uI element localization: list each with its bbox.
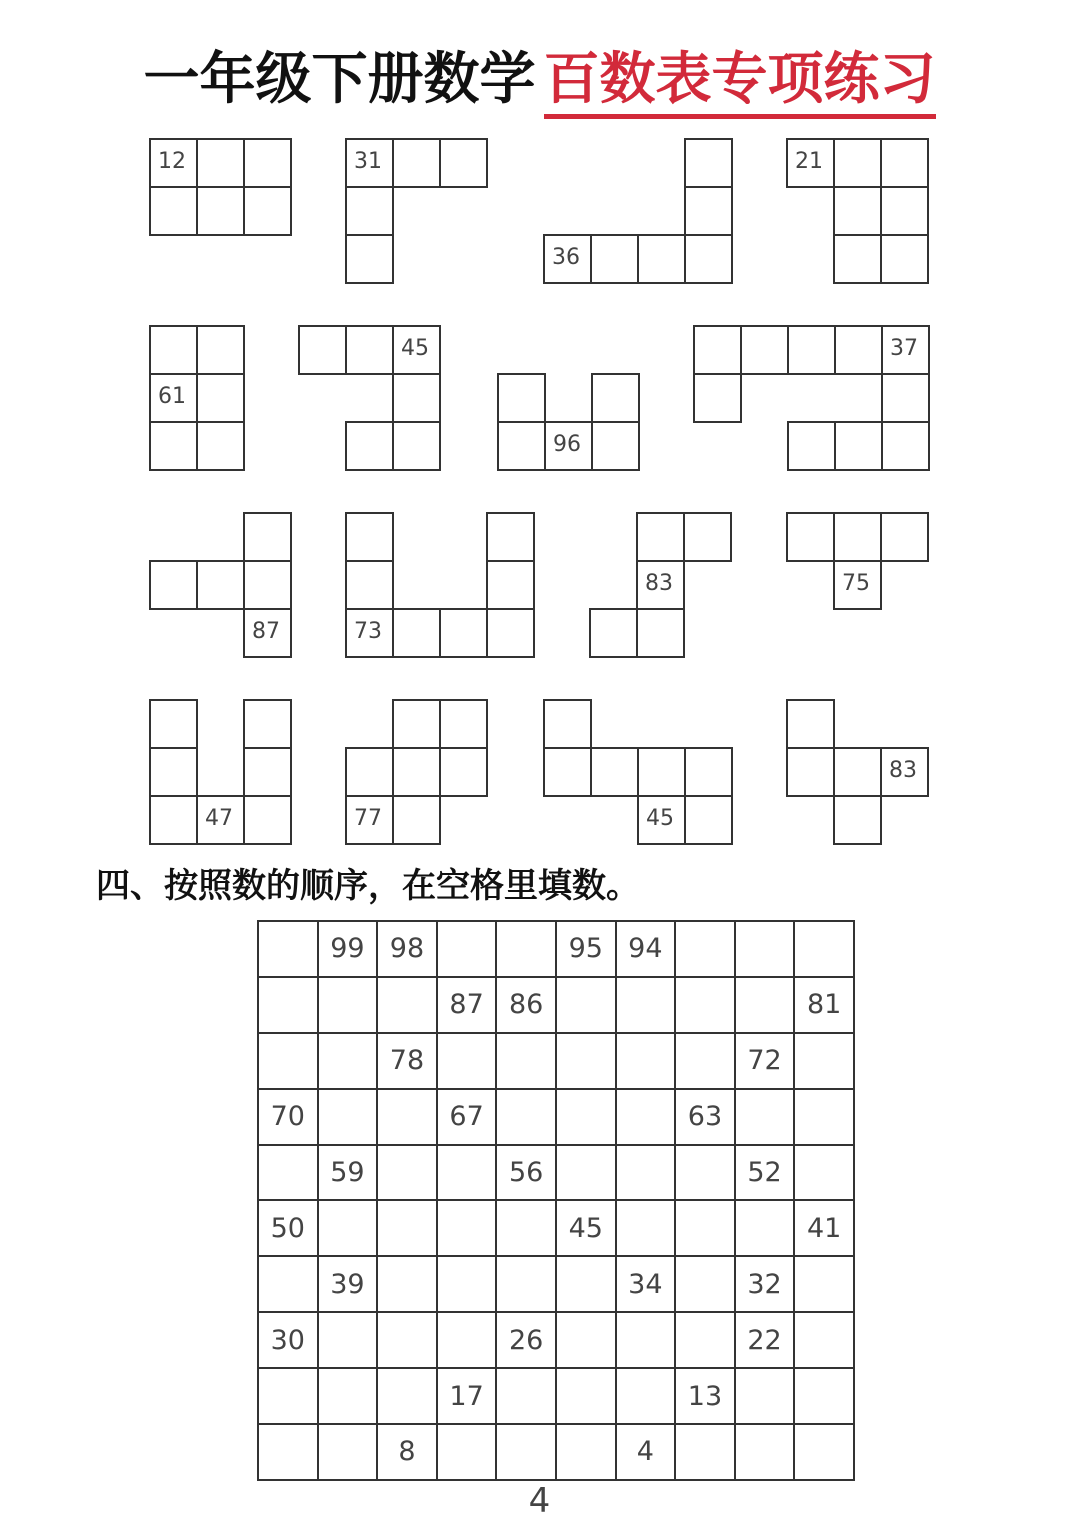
grid-blank-cell[interactable] bbox=[496, 1256, 556, 1312]
grid-given-cell[interactable]: 8 bbox=[377, 1424, 437, 1480]
puzzle-given-number: 83 bbox=[645, 571, 673, 596]
grid-blank-cell[interactable] bbox=[675, 1145, 735, 1201]
grid-given-cell[interactable]: 81 bbox=[794, 977, 854, 1033]
puzzle-blank-cell[interactable] bbox=[497, 421, 546, 471]
puzzle-blank-cell[interactable] bbox=[439, 747, 488, 797]
puzzle-blank-cell[interactable] bbox=[880, 138, 929, 188]
puzzle-given-cell[interactable] bbox=[149, 138, 198, 188]
puzzle-blank-cell[interactable] bbox=[880, 512, 929, 562]
grid-given-cell[interactable]: 39 bbox=[318, 1256, 378, 1312]
grid-blank-cell[interactable] bbox=[794, 1424, 854, 1480]
grid-given-cell[interactable]: 13 bbox=[675, 1368, 735, 1424]
puzzle-given-number: 77 bbox=[354, 806, 382, 831]
puzzle-blank-cell[interactable] bbox=[637, 747, 686, 797]
grid-blank-cell[interactable] bbox=[735, 921, 795, 977]
puzzle-blank-cell[interactable] bbox=[392, 747, 441, 797]
puzzle-given-cell[interactable] bbox=[345, 795, 394, 845]
puzzle-blank-cell[interactable] bbox=[392, 795, 441, 845]
puzzle-blank-cell[interactable] bbox=[345, 234, 394, 284]
grid-given-cell[interactable]: 17 bbox=[437, 1368, 497, 1424]
grid-blank-cell[interactable] bbox=[258, 1033, 318, 1089]
grid-blank-cell[interactable] bbox=[735, 1424, 795, 1480]
grid-given-cell[interactable]: 30 bbox=[258, 1312, 318, 1368]
puzzle-blank-cell[interactable] bbox=[392, 608, 441, 658]
puzzle-blank-cell[interactable] bbox=[693, 325, 742, 375]
grid-row bbox=[258, 1033, 854, 1089]
grid-blank-cell[interactable] bbox=[794, 1033, 854, 1089]
puzzle-given-cell[interactable] bbox=[243, 608, 292, 658]
puzzle-given-number: 37 bbox=[890, 336, 918, 361]
grid-blank-cell[interactable] bbox=[675, 1200, 735, 1256]
grid-given-cell[interactable]: 59 bbox=[318, 1145, 378, 1201]
grid-blank-cell[interactable] bbox=[496, 1033, 556, 1089]
puzzle-given-cell[interactable] bbox=[636, 560, 685, 610]
puzzle-blank-cell[interactable] bbox=[591, 421, 640, 471]
grid-blank-cell[interactable] bbox=[675, 977, 735, 1033]
grid-given-cell[interactable]: 22 bbox=[735, 1312, 795, 1368]
puzzle-blank-cell[interactable] bbox=[345, 512, 394, 562]
puzzle-blank-cell[interactable] bbox=[684, 138, 733, 188]
puzzle-blank-cell[interactable] bbox=[243, 795, 292, 845]
grid-blank-cell[interactable] bbox=[616, 1145, 676, 1201]
grid-blank-cell[interactable] bbox=[318, 1368, 378, 1424]
grid-row bbox=[258, 1145, 854, 1201]
puzzle-blank-cell[interactable] bbox=[684, 186, 733, 236]
puzzle-blank-cell[interactable] bbox=[196, 421, 245, 471]
grid-blank-cell[interactable] bbox=[556, 1256, 616, 1312]
grid-given-cell[interactable]: 99 bbox=[318, 921, 378, 977]
puzzle-blank-cell[interactable] bbox=[486, 560, 535, 610]
puzzle-blank-cell[interactable] bbox=[683, 512, 732, 562]
section-heading: 四、按照数的顺序，在空格里填数。 bbox=[96, 866, 640, 906]
puzzle-blank-cell[interactable] bbox=[392, 138, 441, 188]
grid-row bbox=[258, 977, 854, 1033]
grid-blank-cell[interactable] bbox=[377, 1368, 437, 1424]
puzzle-blank-cell[interactable] bbox=[439, 699, 488, 749]
grid-given-cell[interactable]: 26 bbox=[496, 1312, 556, 1368]
puzzle-given-number: 21 bbox=[795, 149, 823, 174]
grid-blank-cell[interactable] bbox=[616, 977, 676, 1033]
grid-blank-cell[interactable] bbox=[794, 921, 854, 977]
grid-blank-cell[interactable] bbox=[437, 1033, 497, 1089]
grid-blank-cell[interactable] bbox=[675, 1424, 735, 1480]
grid-blank-cell[interactable] bbox=[377, 1256, 437, 1312]
puzzle-blank-cell[interactable] bbox=[787, 325, 836, 375]
puzzle-blank-cell[interactable] bbox=[833, 747, 882, 797]
grid-blank-cell[interactable] bbox=[675, 1256, 735, 1312]
puzzle-given-cell[interactable] bbox=[544, 421, 593, 471]
title-highlight: 百数表专项练习 bbox=[544, 47, 936, 119]
puzzle-given-cell[interactable] bbox=[637, 795, 686, 845]
puzzle-given-number: 87 bbox=[252, 619, 280, 644]
puzzle-blank-cell[interactable] bbox=[636, 512, 685, 562]
grid-blank-cell[interactable] bbox=[675, 921, 735, 977]
grid-given-cell[interactable]: 4 bbox=[616, 1424, 676, 1480]
grid-blank-cell[interactable] bbox=[258, 1368, 318, 1424]
grid-blank-cell[interactable] bbox=[258, 1424, 318, 1480]
grid-given-cell[interactable]: 63 bbox=[675, 1089, 735, 1145]
grid-blank-cell[interactable] bbox=[258, 921, 318, 977]
grid-blank-cell[interactable] bbox=[556, 1089, 616, 1145]
grid-blank-cell[interactable] bbox=[556, 1424, 616, 1480]
puzzle-given-number: 73 bbox=[354, 619, 382, 644]
puzzle-blank-cell[interactable] bbox=[786, 512, 835, 562]
grid-blank-cell[interactable] bbox=[377, 1145, 437, 1201]
puzzle-given-number: 45 bbox=[646, 806, 674, 831]
puzzle-given-cell[interactable] bbox=[392, 325, 441, 375]
puzzle-given-cell[interactable] bbox=[149, 373, 198, 423]
grid-blank-cell[interactable] bbox=[616, 1312, 676, 1368]
puzzle-blank-cell[interactable] bbox=[591, 373, 640, 423]
puzzle-blank-cell[interactable] bbox=[149, 699, 198, 749]
hundred-grid bbox=[257, 920, 855, 1481]
puzzle-blank-cell[interactable] bbox=[149, 795, 198, 845]
puzzle-blank-cell[interactable] bbox=[149, 747, 198, 797]
puzzle-blank-cell[interactable] bbox=[392, 421, 441, 471]
puzzle-blank-cell[interactable] bbox=[543, 747, 592, 797]
grid-given-cell[interactable]: 70 bbox=[258, 1089, 318, 1145]
grid-blank-cell[interactable] bbox=[258, 1256, 318, 1312]
grid-row bbox=[258, 921, 854, 977]
grid-row bbox=[258, 1200, 854, 1256]
grid-given-cell[interactable]: 98 bbox=[377, 921, 437, 977]
grid-blank-cell[interactable] bbox=[794, 1145, 854, 1201]
puzzle-given-cell[interactable] bbox=[345, 138, 394, 188]
puzzle-blank-cell[interactable] bbox=[243, 699, 292, 749]
grid-given-cell[interactable]: 72 bbox=[735, 1033, 795, 1089]
grid-given-cell[interactable]: 52 bbox=[735, 1145, 795, 1201]
puzzle-blank-cell[interactable] bbox=[196, 186, 245, 236]
grid-blank-cell[interactable] bbox=[318, 1200, 378, 1256]
puzzle-blank-cell[interactable] bbox=[439, 608, 488, 658]
grid-given-cell[interactable]: 78 bbox=[377, 1033, 437, 1089]
puzzle-blank-cell[interactable] bbox=[636, 608, 685, 658]
puzzle-blank-cell[interactable] bbox=[149, 560, 198, 610]
grid-blank-cell[interactable] bbox=[437, 1424, 497, 1480]
puzzle-blank-cell[interactable] bbox=[880, 234, 929, 284]
grid-row bbox=[258, 1312, 854, 1368]
puzzle-blank-cell[interactable] bbox=[149, 325, 198, 375]
grid-blank-cell[interactable] bbox=[437, 1256, 497, 1312]
puzzle-blank-cell[interactable] bbox=[590, 234, 639, 284]
puzzle-given-cell[interactable] bbox=[833, 560, 882, 610]
grid-blank-cell[interactable] bbox=[616, 1089, 676, 1145]
puzzle-blank-cell[interactable] bbox=[486, 512, 535, 562]
puzzle-blank-cell[interactable] bbox=[834, 325, 883, 375]
puzzle-blank-cell[interactable] bbox=[196, 560, 245, 610]
puzzle-blank-cell[interactable] bbox=[637, 234, 686, 284]
puzzle-given-cell[interactable] bbox=[196, 795, 245, 845]
puzzle-blank-cell[interactable] bbox=[298, 325, 347, 375]
puzzle-blank-cell[interactable] bbox=[834, 421, 883, 471]
puzzle-blank-cell[interactable] bbox=[693, 373, 742, 423]
puzzle-blank-cell[interactable] bbox=[392, 373, 441, 423]
grid-blank-cell[interactable] bbox=[496, 1200, 556, 1256]
grid-given-cell[interactable]: 86 bbox=[496, 977, 556, 1033]
puzzle-blank-cell[interactable] bbox=[439, 138, 488, 188]
grid-blank-cell[interactable] bbox=[377, 977, 437, 1033]
puzzle-blank-cell[interactable] bbox=[345, 325, 394, 375]
grid-blank-cell[interactable] bbox=[794, 1089, 854, 1145]
grid-blank-cell[interactable] bbox=[735, 1200, 795, 1256]
grid-blank-cell[interactable] bbox=[437, 1200, 497, 1256]
grid-blank-cell[interactable] bbox=[735, 1368, 795, 1424]
grid-given-cell[interactable]: 50 bbox=[258, 1200, 318, 1256]
puzzle-given-number: 75 bbox=[842, 571, 870, 596]
puzzle-given-cell[interactable] bbox=[786, 138, 835, 188]
grid-row bbox=[258, 1424, 854, 1480]
grid-given-cell[interactable]: 67 bbox=[437, 1089, 497, 1145]
puzzle-blank-cell[interactable] bbox=[833, 186, 882, 236]
grid-given-cell[interactable]: 45 bbox=[556, 1200, 616, 1256]
puzzle-given-number: 61 bbox=[158, 384, 186, 409]
puzzle-given-number: 47 bbox=[205, 806, 233, 831]
grid-blank-cell[interactable] bbox=[318, 1089, 378, 1145]
puzzle-blank-cell[interactable] bbox=[497, 373, 546, 423]
grid-blank-cell[interactable] bbox=[556, 1368, 616, 1424]
grid-given-cell[interactable]: 41 bbox=[794, 1200, 854, 1256]
grid-blank-cell[interactable] bbox=[675, 1033, 735, 1089]
puzzle-blank-cell[interactable] bbox=[486, 608, 535, 658]
puzzle-blank-cell[interactable] bbox=[684, 747, 733, 797]
grid-blank-cell[interactable] bbox=[556, 1033, 616, 1089]
grid-blank-cell[interactable] bbox=[616, 1368, 676, 1424]
puzzle-blank-cell[interactable] bbox=[243, 186, 292, 236]
puzzle-blank-cell[interactable] bbox=[345, 186, 394, 236]
puzzle-blank-cell[interactable] bbox=[833, 234, 882, 284]
grid-blank-cell[interactable] bbox=[794, 1368, 854, 1424]
puzzle-given-cell[interactable] bbox=[543, 234, 592, 284]
grid-given-cell[interactable]: 56 bbox=[496, 1145, 556, 1201]
grid-blank-cell[interactable] bbox=[675, 1312, 735, 1368]
puzzle-given-cell[interactable] bbox=[345, 608, 394, 658]
grid-given-cell[interactable]: 87 bbox=[437, 977, 497, 1033]
puzzle-blank-cell[interactable] bbox=[149, 186, 198, 236]
grid-blank-cell[interactable] bbox=[735, 977, 795, 1033]
puzzle-blank-cell[interactable] bbox=[345, 421, 394, 471]
puzzle-blank-cell[interactable] bbox=[392, 699, 441, 749]
puzzle-blank-cell[interactable] bbox=[196, 138, 245, 188]
puzzle-blank-cell[interactable] bbox=[786, 747, 835, 797]
grid-given-cell[interactable]: 32 bbox=[735, 1256, 795, 1312]
page-number: 4 bbox=[528, 1481, 551, 1521]
puzzle-blank-cell[interactable] bbox=[881, 373, 930, 423]
puzzle-blank-cell[interactable] bbox=[243, 560, 292, 610]
grid-blank-cell[interactable] bbox=[794, 1256, 854, 1312]
puzzle-given-number: 31 bbox=[354, 149, 382, 174]
grid-blank-cell[interactable] bbox=[794, 1312, 854, 1368]
puzzle-given-number: 36 bbox=[552, 245, 580, 270]
grid-blank-cell[interactable] bbox=[616, 1033, 676, 1089]
grid-blank-cell[interactable] bbox=[496, 1368, 556, 1424]
puzzle-blank-cell[interactable] bbox=[740, 325, 789, 375]
puzzle-blank-cell[interactable] bbox=[590, 747, 639, 797]
grid-blank-cell[interactable] bbox=[556, 1312, 616, 1368]
puzzle-blank-cell[interactable] bbox=[881, 421, 930, 471]
grid-blank-cell[interactable] bbox=[318, 1312, 378, 1368]
puzzle-blank-cell[interactable] bbox=[589, 608, 638, 658]
grid-given-cell[interactable]: 34 bbox=[616, 1256, 676, 1312]
puzzle-blank-cell[interactable] bbox=[833, 795, 882, 845]
grid-blank-cell[interactable] bbox=[318, 1033, 378, 1089]
puzzle-blank-cell[interactable] bbox=[196, 325, 245, 375]
grid-blank-cell[interactable] bbox=[318, 977, 378, 1033]
grid-blank-cell[interactable] bbox=[556, 1145, 616, 1201]
grid-blank-cell[interactable] bbox=[437, 921, 497, 977]
grid-blank-cell[interactable] bbox=[437, 1312, 497, 1368]
puzzle-blank-cell[interactable] bbox=[833, 138, 882, 188]
grid-blank-cell[interactable] bbox=[318, 1424, 378, 1480]
grid-blank-cell[interactable] bbox=[616, 1200, 676, 1256]
puzzle-blank-cell[interactable] bbox=[787, 421, 836, 471]
grid-blank-cell[interactable] bbox=[437, 1145, 497, 1201]
grid-blank-cell[interactable] bbox=[496, 1089, 556, 1145]
puzzle-given-number: 12 bbox=[158, 149, 186, 174]
puzzle-blank-cell[interactable] bbox=[345, 747, 394, 797]
grid-blank-cell[interactable] bbox=[377, 1312, 437, 1368]
puzzle-blank-cell[interactable] bbox=[684, 795, 733, 845]
grid-row bbox=[258, 1368, 854, 1424]
puzzle-blank-cell[interactable] bbox=[880, 186, 929, 236]
puzzle-blank-cell[interactable] bbox=[149, 421, 198, 471]
puzzle-blank-cell[interactable] bbox=[243, 747, 292, 797]
grid-blank-cell[interactable] bbox=[377, 1089, 437, 1145]
grid-blank-cell[interactable] bbox=[496, 1424, 556, 1480]
grid-blank-cell[interactable] bbox=[258, 1145, 318, 1201]
puzzle-given-cell[interactable] bbox=[880, 747, 929, 797]
grid-given-cell[interactable]: 95 bbox=[556, 921, 616, 977]
puzzle-blank-cell[interactable] bbox=[786, 699, 835, 749]
grid-given-cell[interactable]: 94 bbox=[616, 921, 676, 977]
grid-row bbox=[258, 1256, 854, 1312]
grid-blank-cell[interactable] bbox=[556, 977, 616, 1033]
puzzle-given-cell[interactable] bbox=[881, 325, 930, 375]
grid-blank-cell[interactable] bbox=[735, 1089, 795, 1145]
puzzle-blank-cell[interactable] bbox=[345, 560, 394, 610]
puzzle-given-number: 45 bbox=[401, 336, 429, 361]
grid-blank-cell[interactable] bbox=[258, 977, 318, 1033]
puzzle-given-number: 83 bbox=[889, 758, 917, 783]
puzzle-blank-cell[interactable] bbox=[243, 512, 292, 562]
grid-blank-cell[interactable] bbox=[377, 1200, 437, 1256]
puzzle-given-number: 96 bbox=[553, 432, 581, 457]
puzzle-blank-cell[interactable] bbox=[833, 512, 882, 562]
grid-row bbox=[258, 1089, 854, 1145]
puzzle-blank-cell[interactable] bbox=[543, 699, 592, 749]
puzzle-blank-cell[interactable] bbox=[684, 234, 733, 284]
puzzle-blank-cell[interactable] bbox=[196, 373, 245, 423]
title-main: 一年级下册数学 bbox=[143, 47, 536, 112]
puzzle-blank-cell[interactable] bbox=[243, 138, 292, 188]
grid-blank-cell[interactable] bbox=[496, 921, 556, 977]
